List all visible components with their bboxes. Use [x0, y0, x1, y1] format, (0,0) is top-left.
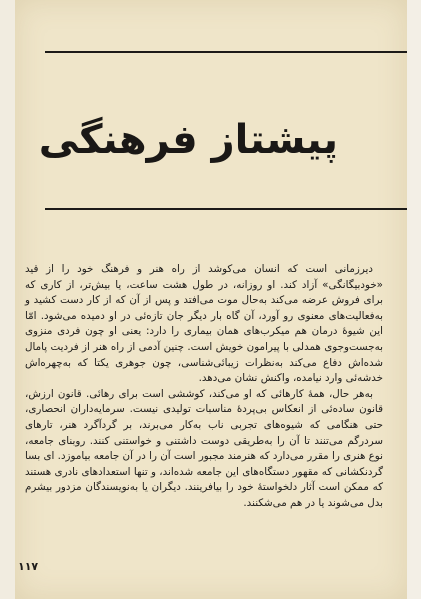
page-number: ۱۱۷ [18, 560, 39, 573]
page-title: پیشتاز فرهنگی [38, 117, 338, 163]
paragraph-2: به‌هر حال، همهٔ کارهائی که او می‌کند، کوششی است برای رهائی. قانون ارزش، قانون ساده‌ئی از انعکاس بی‌پردهٔ مناسبات تولیدی نیست. سرمایه‌داران انحصاری، حتی هنگامی که شیوه‌های تجربی ناب به‌کار می‌برند، بر گردآگرد هنر، تارهای سردرگم می‌تنند تا آن را به‌طریقی دوست داشتنی و خواستنی کنند. روبنای جامعه، نوع هنری را مقرر می‌دارد که هنرمند مجبور است آن را در آن جامعه بیاموزد. ای بسا گردنکشانی که مقهور دستگاه‌های این جامعه شده‌اند، و تنها استعدادهای نادری هستند که ممکن است آثار دلخواستهٔ خود را بیافرینند. دیگران یا به‌نویسندگان مزدور بیشرم بدل می‌شوند یا در هم می‌شکنند. [25, 387, 383, 509]
body-text [25, 262, 383, 512]
page-edge [407, 0, 421, 599]
paragraph-1: دیرزمانی است که انسان می‌کوشد از راه هنر و فرهنگ خود را از قید «خودبیگانگی» آزاد کند. او روزانه، در طول هشت ساعت، یا بیش‌تر، از کاری که برای فروش عرضه می‌کند به‌حال موت می‌افتد و پس از آن که از کار دست کشید و به‌فعالیت‌های معنوی رو آورد، آن گاه بار دیگر جان تازه‌ئی در او دمیده می‌شود. امّا این شیوهٔ درمان هم میکرب‌های همان بیماری را دارد: یعنی او چون فردی منزوی به‌جست‌وجوی همدلی با پیرامون خویش است. چنین آدمی از راه هنر از فردیت پامال شده‌اش دفاع می‌کند به‌نظرات زیبائی‌شناسی، چون جوهری یکتا که به‌چهره‌اش خدشه‌ئی وارد نیامده، واکنش نشان می‌دهد. [25, 263, 383, 385]
bottom-rule [45, 208, 407, 210]
top-rule [45, 51, 407, 53]
